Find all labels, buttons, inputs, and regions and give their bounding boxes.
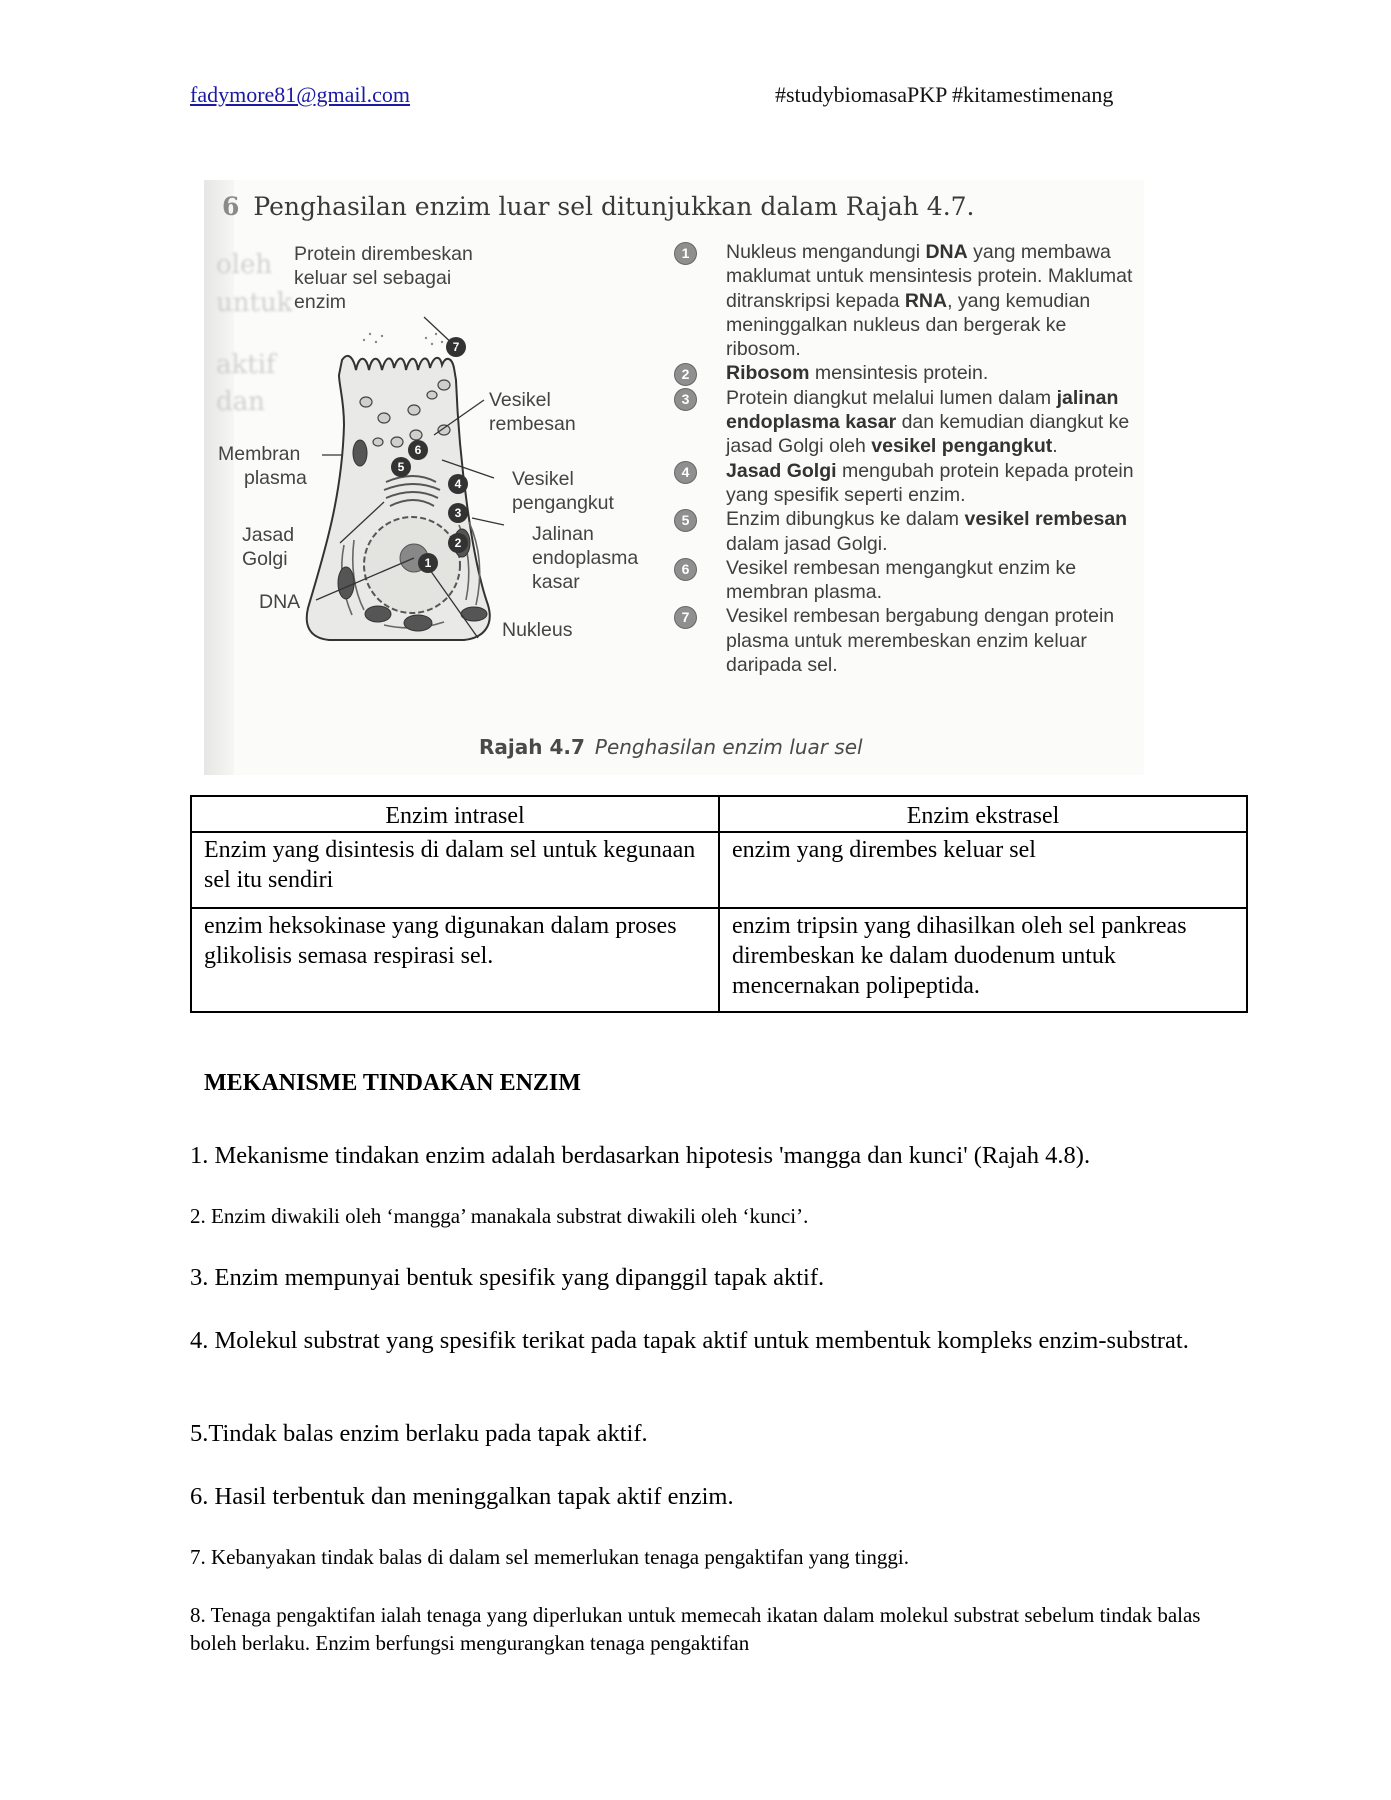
- secreted-enzyme-dots: [363, 333, 443, 345]
- step-number-icon: 4: [674, 461, 697, 484]
- label-vesikel-rembesan: Vesikel rembesan: [489, 389, 576, 435]
- step-text: Enzim dibungkus ke dalam: [726, 508, 965, 531]
- step-text: mengubah protein kepada protein yang spesifik seperti enzim.: [726, 459, 1134, 506]
- step-text: Protein diangkut melalui lumen dalam: [726, 386, 1057, 409]
- section-title: MEKANISME TINDAKAN ENZIM: [204, 1070, 581, 1096]
- marker-5: [391, 457, 411, 477]
- marker-6: [408, 440, 428, 460]
- step-item: [674, 386, 1134, 459]
- bleed-through-text: dan: [216, 387, 265, 417]
- step-text-bold: jalinan endoplasma kasar: [726, 386, 1119, 434]
- step-text: dan kemudian diangkut ke jasad Golgi oleh: [726, 411, 1130, 458]
- step-item: [674, 240, 1134, 361]
- label-jalinan-endoplasma: Jalinan endoplasma kasar: [532, 523, 639, 593]
- step-item: [674, 556, 1134, 605]
- bleed-through-text: untuk: [216, 288, 293, 318]
- point-5: 5.Tindak balas enzim berlaku pada tapak aktif.: [190, 1420, 648, 1447]
- step-list: [674, 240, 1134, 677]
- step-text-bold: vesikel rembesan: [964, 508, 1128, 531]
- caption-label: Rajah 4.7: [479, 735, 585, 759]
- label-nukleus: Nukleus: [502, 619, 573, 641]
- step-text-bold: Ribosom: [726, 362, 810, 385]
- step-text: Nukleus mengandungi: [726, 241, 926, 263]
- step-number-icon: 6: [674, 558, 697, 581]
- svg-text:7: 7: [452, 340, 460, 354]
- point-7: 7. Kebanyakan tindak balas di dalam sel memerlukan tenaga pengaktifan yang tinggi.: [190, 1545, 910, 1569]
- figure-title: [222, 192, 975, 221]
- step-text: , yang kemudian meninggalkan nukleus dan bergerak ke ribosom.: [726, 289, 1091, 361]
- table-header: Enzim intrasel: [191, 796, 719, 832]
- svg-text:3: 3: [454, 506, 462, 520]
- table-row: [191, 908, 1247, 1012]
- step-text: yang membawa maklumat untuk mensintesis protein. Maklumat ditranskripsi kepada: [726, 241, 1133, 312]
- table-cell: enzim tripsin yang dihasilkan oleh sel pankreas dirembeskan ke dalam duodenum untuk mencernakan polipeptida.: [719, 908, 1247, 1012]
- point-4: 4. Molekul substrat yang spesifik terikat pada tapak aktif untuk membentuk kompleks enzim-substrat.: [190, 1327, 1189, 1354]
- step-text: Vesikel rembesan mengangkut enzim ke membran plasma.: [726, 556, 1077, 604]
- marker-1: [418, 553, 438, 573]
- marker-2: [448, 533, 468, 553]
- step-item: [674, 604, 1134, 677]
- label-vesikel-pengangkut: Vesikel pengangkut: [512, 468, 614, 514]
- label-jasad-golgi: Jasad Golgi: [242, 524, 295, 570]
- step-text: dalam jasad Golgi.: [726, 532, 888, 555]
- table-cell: enzim yang dirembes keluar sel: [719, 832, 1247, 908]
- point-6: 6. Hasil terbentuk dan meninggalkan tapak aktif enzim.: [190, 1483, 734, 1510]
- marker-3: [448, 503, 468, 523]
- marker-4: [448, 474, 468, 494]
- table-header: Enzim ekstrasel: [719, 796, 1247, 832]
- step-text-bold: RNA: [904, 289, 948, 312]
- step-number-icon: 1: [674, 242, 697, 265]
- email-link[interactable]: fadymore81@gmail.com: [190, 82, 411, 107]
- bleed-through-text: oleh: [216, 250, 273, 280]
- figure-number: 6: [222, 192, 240, 221]
- table-cell: Enzim yang disintesis di dalam sel untuk kegunaan sel itu sendiri: [191, 832, 719, 908]
- step-text-bold: Jasad Golgi: [726, 459, 837, 482]
- step-item: [674, 459, 1134, 508]
- label-protein-secreted: Protein dirembeskan keluar sel sebagai enzim: [294, 243, 473, 313]
- table-row: [191, 832, 1247, 908]
- hashtags: #studybiomasaPKP #kitamestimenang: [775, 82, 1114, 107]
- svg-text:5: 5: [397, 460, 405, 474]
- point-1: 1. Mekanisme tindakan enzim adalah berdasarkan hipotesis 'mangga dan kunci' (Rajah 4.8).: [190, 1142, 1091, 1169]
- table-cell: enzim heksokinase yang digunakan dalam proses glikolisis semasa respirasi sel.: [191, 908, 719, 1012]
- table-header-row: [191, 796, 1247, 832]
- enzyme-comparison-table: [190, 795, 1248, 1013]
- step-number-icon: 2: [674, 363, 697, 386]
- svg-text:6: 6: [414, 443, 422, 457]
- step-item: [674, 507, 1134, 556]
- step-text: mensintesis protein.: [809, 362, 989, 385]
- point-3: 3. Enzim mempunyai bentuk spesifik yang dipanggil tapak aktif.: [190, 1264, 825, 1291]
- svg-text:2: 2: [454, 536, 462, 550]
- figure-scan: [204, 180, 1144, 775]
- point-8: 8. Tenaga pengaktifan ialah tenaga yang diperlukan untuk memecah ikatan dalam molekul substrat sebelum tindak balas boleh berlaku. Enzim berfungsi mengurangkan tenaga pengaktifan: [190, 1603, 1201, 1655]
- step-text-bold: vesikel pengangkut: [871, 435, 1053, 458]
- figure-caption: [479, 735, 863, 759]
- step-number-icon: 5: [674, 509, 697, 532]
- label-dna: DNA: [259, 591, 301, 613]
- step-number-icon: 7: [674, 606, 697, 629]
- step-item: [674, 361, 1134, 385]
- svg-text:1: 1: [424, 556, 432, 570]
- step-text: .: [1052, 435, 1058, 458]
- caption-text: Penghasilan enzim luar sel: [594, 735, 863, 759]
- figure-title-text: Penghasilan enzim luar sel ditunjukkan dalam Rajah 4.7.: [253, 192, 975, 221]
- step-text: Vesikel rembesan bergabung dengan protein plasma untuk merembeskan enzim keluar daripada sel.: [726, 605, 1115, 677]
- point-2: 2. Enzim diwakili oleh ‘mangga’ manakala substrat diwakili oleh ‘kunci’.: [190, 1204, 809, 1228]
- step-number-icon: 3: [674, 388, 697, 411]
- step-text-bold: DNA: [925, 241, 968, 263]
- bleed-through-text: aktif: [216, 350, 276, 380]
- svg-text:4: 4: [454, 477, 462, 491]
- label-membran-plasma: Membran plasma: [218, 443, 307, 489]
